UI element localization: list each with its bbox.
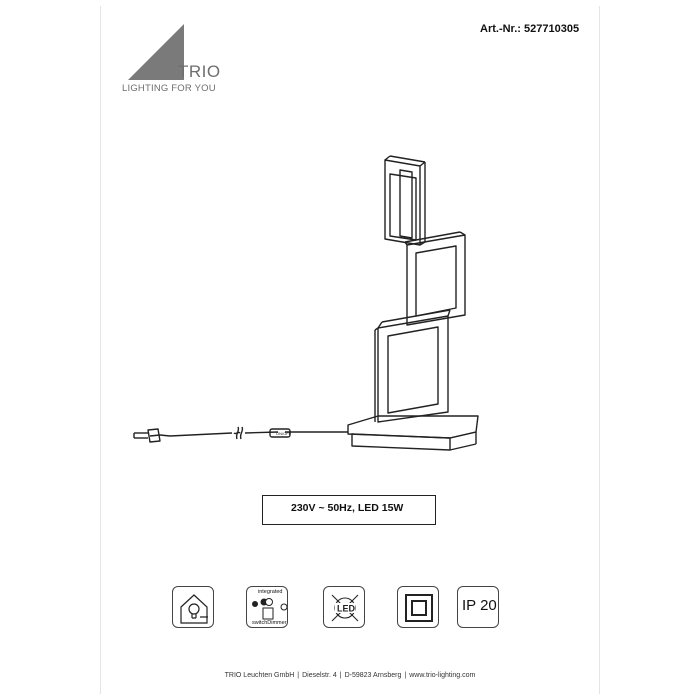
logo-tagline: LIGHTING FOR YOU xyxy=(122,83,216,94)
article-number: Art.-Nr.: 527710305 xyxy=(480,23,580,35)
footer-web: www.trio-lighting.com xyxy=(409,672,476,679)
footer-street: Dieselstr. 4 xyxy=(302,672,337,679)
trio-logo xyxy=(122,22,232,98)
dimmer-bottom-text: switchDimmer xyxy=(252,620,287,626)
lamp-drawing xyxy=(120,150,500,470)
footer-city: D-59823 Arnsberg xyxy=(344,672,402,679)
top-frame xyxy=(385,156,425,245)
spec-text: 230V ~ 50Hz, LED 15W xyxy=(291,502,404,514)
led-non-replaceable-icon xyxy=(323,586,365,628)
spec-box xyxy=(262,495,436,525)
switch-label: ON/OFF xyxy=(276,431,292,436)
lamp-base xyxy=(348,416,478,450)
led-text: LED xyxy=(337,603,355,614)
logo-name: TRIO xyxy=(178,62,221,81)
switch-dimmer-icon xyxy=(246,586,288,628)
bulb-house-indoor-icon xyxy=(172,586,214,628)
ip-rating-text: IP 20 xyxy=(462,597,497,614)
dimmer-top-text: integrated xyxy=(258,589,283,595)
bottom-frame xyxy=(375,310,450,422)
middle-frame xyxy=(405,232,465,325)
footer-company: TRIO Leuchten GmbH xyxy=(224,672,295,679)
footer: TRIO Leuchten GmbH | Dieselstr. 4 | D-59823 Arnsberg | www.trio-lighting.com xyxy=(224,672,476,679)
protection-class-ii-icon xyxy=(397,586,439,628)
